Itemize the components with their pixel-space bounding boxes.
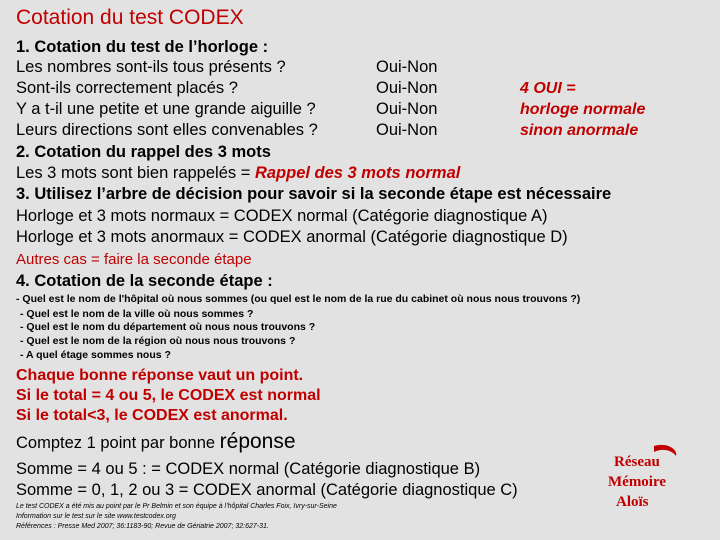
reseau-memoire-alois-logo bbox=[606, 440, 682, 532]
recall-line-prefix: Les 3 mots sont bien rappelés = bbox=[16, 164, 255, 182]
result-line-2: Somme = 0, 1, 2 ou 3 = CODEX anormal (Catégorie diagnostique C) bbox=[16, 481, 518, 499]
clock-question-2: Sont-ils correctement placés ? bbox=[16, 79, 238, 97]
second-step-question-2: - Quel est le nom de la ville où nous sommes ? bbox=[20, 308, 254, 320]
footer-line-1: Le test CODEX a été mis au point par le Pr Belmin et son équipe à l’hôpital Charles Foix, Ivry-sur-Seine bbox=[16, 503, 337, 510]
result-line-1: Somme = 4 ou 5 : = CODEX normal (Catégorie diagnostique B) bbox=[16, 460, 481, 478]
recall-line bbox=[16, 164, 460, 183]
footer-line-3: Références : Presse Med 2007; 36:1183-90; Revue de Gériatrie 2007; 32:627-31. bbox=[16, 523, 269, 530]
clock-question-3: Y a t-il une petite et une grande aiguille ? bbox=[16, 100, 316, 118]
clock-answer-1: Oui-Non bbox=[376, 58, 438, 76]
decision-line-1: Horloge et 3 mots normaux = CODEX normal (Catégorie diagnostique A) bbox=[16, 207, 548, 225]
second-step-question-5: - A quel étage sommes nous ? bbox=[20, 349, 171, 361]
other-cases: Autres cas = faire la seconde étape bbox=[16, 251, 252, 268]
decision-line-2: Horloge et 3 mots anormaux = CODEX anormal (Catégorie diagnostique D) bbox=[16, 228, 568, 246]
second-step-question-1: - Quel est le nom de l'hôpital où nous sommes (ou quel est le nom de la rue du cabinet où nous nous trouvons ?) bbox=[16, 293, 581, 305]
clock-rule-line-1: 4 OUI = bbox=[520, 80, 576, 97]
page-title: Cotation du test CODEX bbox=[16, 6, 244, 29]
scoring-line-2: Si le total = 4 ou 5, le CODEX est normal bbox=[16, 387, 321, 404]
second-step-question-3: - Quel est le nom du département où nous nous trouvons ? bbox=[20, 321, 316, 333]
second-step-question-4: - Quel est le nom de la région où nous nous trouvons ? bbox=[20, 335, 296, 347]
logo-line-2: Mémoire bbox=[608, 474, 667, 490]
clock-answer-4: Oui-Non bbox=[376, 121, 438, 139]
section1-heading: 1. Cotation du test de l’horloge : bbox=[16, 38, 269, 56]
clock-answer-2: Oui-Non bbox=[376, 79, 438, 97]
clock-answer-3: Oui-Non bbox=[376, 100, 438, 118]
clock-question-1: Les nombres sont-ils tous présents ? bbox=[16, 58, 286, 76]
section3-heading: 3. Utilisez l’arbre de décision pour savoir si la seconde étape est nécessaire bbox=[16, 185, 612, 203]
clock-rule-line-2: horloge normale bbox=[520, 101, 646, 118]
logo-line-3: Aloïs bbox=[616, 494, 649, 510]
section4-heading: 4. Cotation de la seconde étape : bbox=[16, 272, 273, 290]
count-prefix: Comptez 1 point par bonne bbox=[16, 434, 220, 452]
scoring-line-1: Chaque bonne réponse vaut un point. bbox=[16, 367, 304, 384]
clock-rule-line-3: sinon anormale bbox=[520, 122, 639, 139]
scoring-line-3: Si le total<3, le CODEX est anormal. bbox=[16, 407, 288, 424]
count-line bbox=[16, 430, 296, 454]
logo-line-1: Réseau bbox=[614, 454, 660, 470]
recall-result: Rappel des 3 mots normal bbox=[254, 164, 461, 182]
clock-question-4: Leurs directions sont elles convenables ? bbox=[16, 121, 318, 139]
section2-heading: 2. Cotation du rappel des 3 mots bbox=[16, 143, 271, 161]
count-word: réponse bbox=[219, 430, 296, 453]
footer-line-2: Information sur le test sur le site www.testcodex.org bbox=[16, 513, 176, 520]
